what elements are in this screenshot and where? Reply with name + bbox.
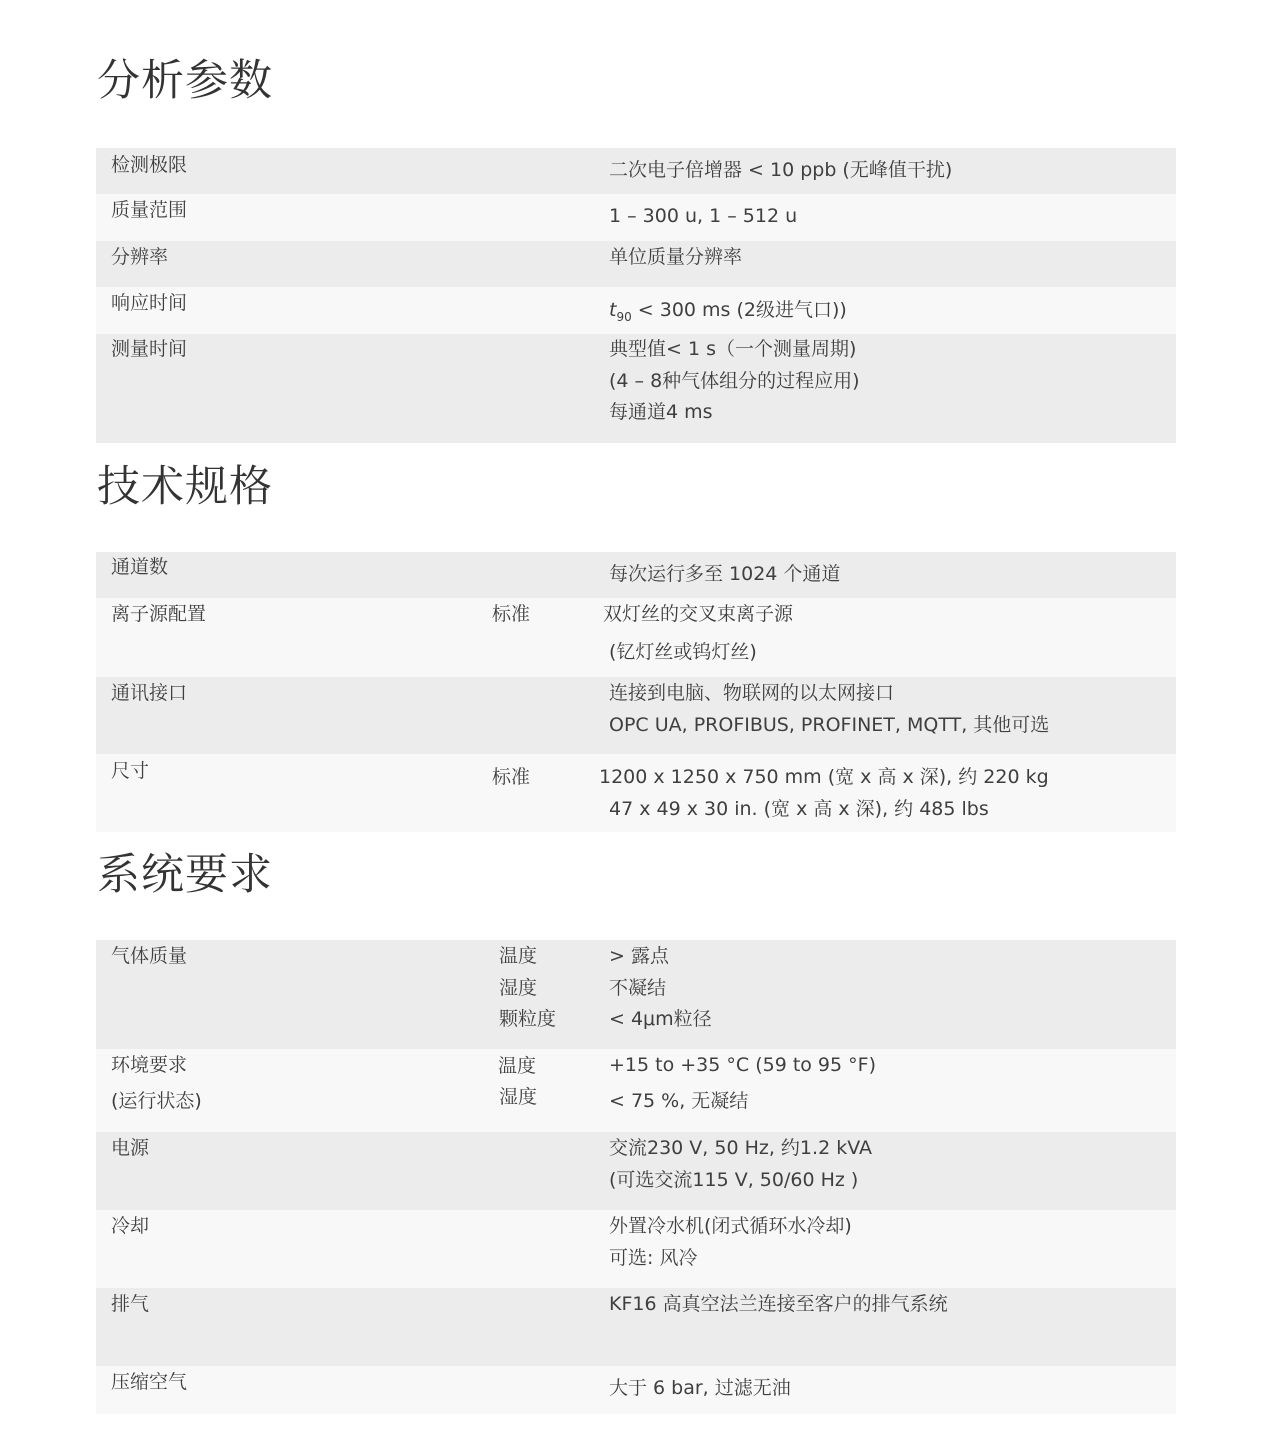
row-value — [609, 1133, 872, 1196]
row-sublabel: 标准 — [492, 603, 531, 625]
row-label: 离子源配置 — [111, 603, 207, 625]
value-line: (可选交流115 V, 50/60 Hz ) — [609, 1168, 859, 1191]
table-row — [96, 1366, 1176, 1414]
spec-table-analysis — [96, 148, 1176, 443]
row-value — [609, 941, 712, 1036]
row-label: 压缩空气 — [111, 1371, 188, 1393]
row-value: 二次电子倍增器 < 10 ppb (无峰值干扰) — [609, 159, 953, 181]
row-value — [609, 1211, 852, 1274]
row-label: 测量时间 — [111, 338, 188, 360]
row-label: 气体质量 — [111, 945, 188, 967]
value-line: 可选: 风冷 — [609, 1246, 698, 1269]
table-row — [96, 194, 1176, 241]
row-sublabel — [499, 941, 556, 1036]
row-value: 每次运行多至 1024 个通道 — [609, 563, 841, 585]
row-sublabel: 温度 — [498, 1055, 537, 1077]
row-value: < 75 %, 无凝结 — [609, 1090, 749, 1112]
value-line: 连接到电脑、物联网的以太网接口 — [609, 682, 895, 704]
value-line: 交流230 V, 50 Hz, 约1.2 kVA — [609, 1137, 872, 1159]
value-line: < 4μm粒径 — [609, 1008, 712, 1030]
row-sublabel: 湿度 — [499, 1086, 538, 1108]
row-label: (运行状态) — [111, 1090, 202, 1112]
value-line: 典型值< 1 s（一个测量周期) — [609, 338, 857, 360]
row-value: 单位质量分辨率 — [609, 246, 743, 268]
value-line: 外置冷水机(闭式循环水冷却) — [609, 1215, 852, 1237]
row-value: 47 x 49 x 30 in. (宽 x 高 x 深), 约 485 lbs — [609, 798, 989, 820]
table-row — [96, 754, 1176, 832]
row-label: 质量范围 — [111, 199, 188, 221]
row-sublabel: 标准 — [492, 766, 531, 788]
row-label: 冷却 — [111, 1215, 150, 1237]
row-value: 双灯丝的交叉束离子源 — [603, 603, 794, 625]
row-label: 检测极限 — [111, 154, 188, 176]
response-time-text: < 300 ms (2级进气口)) — [631, 299, 847, 321]
table-row — [96, 677, 1176, 754]
t-subscript: 90 — [616, 310, 632, 324]
value-line: (4 – 8种气体组分的过程应用) — [609, 369, 860, 392]
table-row — [96, 1210, 1176, 1288]
sublabel-line: 颗粒度 — [499, 1008, 557, 1030]
row-value: 大于 6 bar, 过滤无油 — [609, 1377, 791, 1399]
spec-table-system — [96, 940, 1176, 1414]
section-title-system: 系统要求 — [97, 850, 273, 900]
value-line: 不凝结 — [609, 976, 667, 999]
sublabel-line: 湿度 — [499, 976, 538, 999]
table-row — [96, 1049, 1176, 1132]
response-time-value — [609, 295, 847, 334]
row-value: KF16 高真空法兰连接至客户的排气系统 — [609, 1293, 948, 1315]
row-value: +15 to +35 °C (59 to 95 °F) — [609, 1054, 876, 1076]
row-value — [609, 678, 1049, 741]
spec-table-technical — [96, 552, 1176, 832]
row-value — [609, 334, 860, 429]
table-row — [96, 940, 1176, 1049]
value-line: 每通道4 ms — [609, 401, 713, 423]
section-title-analysis: 分析参数 — [97, 56, 273, 106]
table-row — [96, 287, 1176, 334]
row-label: 排气 — [111, 1293, 150, 1315]
table-row — [96, 1132, 1176, 1210]
value-line: OPC UA, PROFIBUS, PROFINET, MQTT, 其他可选 — [609, 713, 1050, 736]
row-label: 通讯接口 — [111, 682, 188, 704]
row-label: 分辨率 — [111, 246, 169, 268]
value-line: > 露点 — [609, 945, 669, 967]
row-label: 尺寸 — [111, 760, 150, 782]
table-row — [96, 552, 1176, 598]
row-label: 响应时间 — [111, 292, 188, 314]
table-row — [96, 334, 1176, 443]
t-symbol: t — [609, 299, 617, 321]
table-row — [96, 598, 1176, 677]
row-label: 环境要求 — [111, 1054, 188, 1076]
section-title-technical: 技术规格 — [97, 462, 273, 512]
sublabel-line: 温度 — [499, 945, 538, 967]
table-row — [96, 148, 1176, 194]
row-value: (钇灯丝或钨灯丝) — [609, 641, 757, 663]
row-label: 通道数 — [111, 556, 169, 578]
table-row — [96, 1288, 1176, 1366]
row-value: 1200 x 1250 x 750 mm (宽 x 高 x 深), 约 220 kg — [599, 766, 1049, 788]
row-value: 1 – 300 u, 1 – 512 u — [609, 205, 798, 227]
table-row — [96, 241, 1176, 287]
row-label: 电源 — [111, 1137, 150, 1159]
